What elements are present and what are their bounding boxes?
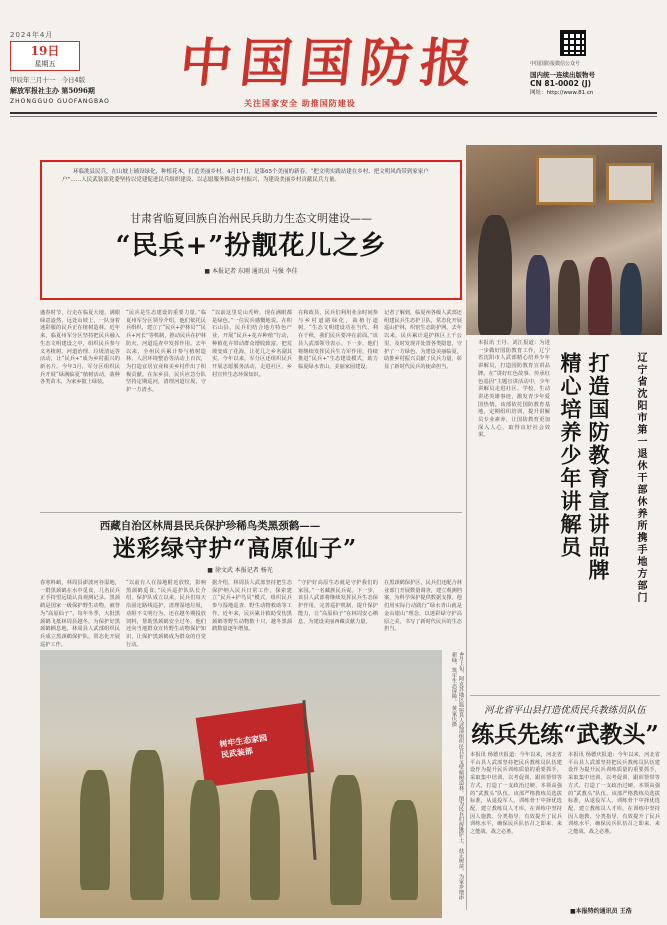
article2-col-1: 春寒料峭，林周县澎波河谷湿地，一群黑颈鹤在水中觅食，几名民兵正手持望远镜认真观测记录。黑颈鹤是国家一级保护野生动物，被誉为“高原仙子”。每年冬季，大批黑颈鹤飞抵林周县越冬。为保护好黑颈鹤栖息地，林周县人武部组织民兵成立黑颈鹤保护队，常态化开展巡护工作。 [40, 580, 120, 648]
sidebar-body: 本报讯 王丹、刘江报道：为进一步做好国防教育工作，辽宁省沈阳市人武部精心培养少年讲解员，打造国防教育宣讲品牌。在“讲好红色故事、传承红色基因”主题宣讲活动中，少年讲解员走进社区、学校，生动讲述英雄事迹，激发青少年爱国热情。该部依托国防教育基地，定期组织培训，提升讲解员专业素养，让国防教育更加深入人心，取得良好社会效果。 [478, 340, 550, 439]
article2-col-2: “以前有人在湿地附近放牧，影响黑颈鹤觅食。”民兵巡护队队长介绍，保护队成立以来，民兵们每天沿固定路线巡护，清理湿地垃圾，劝阻不文明行为，还在越冬期投放饲料，帮助黑颈鹤安全过冬。他们还向当地群众宣传野生动物保护知识，让保护黑颈鹤成为群众的自觉行动。 [126, 580, 206, 648]
article1-lead: 环临洮县民兵，在山坡上铺设绿化，种植花木，打造美丽乡村。4月17日，是第65个美丽的新春。“把文明实践站建在乡村、把文明风尚带到家家户户”……人民武装部党委坚持以党建促进民兵组织建设、以志愿服务推动乡村振兴，为建设美丽乡村贡献民兵力量。 [62, 169, 429, 183]
paper-issue: 解放军报社主办 第5096期 [10, 86, 95, 95]
publication-info [530, 60, 660, 96]
article1-kicker: 甘肃省临夏回族自治州民兵助力生态文明建设—— [130, 212, 372, 225]
article1-col-5: 记者了解到，临夏州各级人武部还组建民兵生态护卫队，常态化开展巡山护林，织密生态防护网。去年以来，民兵累计巡护林区上千公里，及时发现并处置各类隐患，守护了一方绿色，为建设美丽临夏、助推乡村振兴贡献了民兵力量，彰显了新时代民兵的使命担当。 [384, 310, 462, 370]
article2-title[interactable]: 迷彩绿守护“高原仙子” [112, 535, 358, 562]
date-weekday: 星期五 [11, 59, 79, 70]
article1-col-1: 盛春时节，行走在临夏大地，满眼绿意盎然，远处山坡上，一队身着迷彩服的民兵正在植树造林。近年来，临夏州军分区坚持把民兵融入生态文明建设之中，组织民兵参与义务植树、河道治理、垃圾清运等活动，让“民兵+”成为乡村振兴的新名片。今年3月，军分区组织民兵开展“绿满临夏”植树活动，栽种各类苗木，为家乡披上绿装。 [40, 310, 120, 386]
column-divider [466, 340, 467, 910]
date-year-month: 2024年4月 [10, 31, 54, 39]
masthead-logo: 中国国防报 [176, 33, 484, 94]
article2-byline: ■ 徐文武 本报记者 杨光 [207, 567, 273, 574]
date-calendar [10, 41, 80, 71]
sidebar-kicker: 辽宁省沈阳市第一退休干部休养所携手地方部门 [635, 352, 646, 604]
photo-militia-planting [40, 650, 442, 918]
sidebar-title-2[interactable]: 精心培养少年讲解员 [558, 352, 583, 559]
article2-col-3: 据介绍，林周县人武部坚持把生态保护纳入民兵日常工作，探索建立“民兵+护鸟员”模式，组织民兵参与湿地巡查、野生动物救助等工作。近年来，民兵累计救助受伤黑颈鹤等野生动物数十只，越冬黑颈鹤数量逐年增加。 [212, 580, 292, 633]
article2-col-4: “守护好高原生态就是守护我们的家园。”一名藏族民兵说。下一步，该县人武部将继续发挥民兵生态保护作用，完善巡护机制，提升保护能力，让“高原仙子”在林周安心栖息，为建设美丽西藏贡献力量。 [298, 580, 378, 625]
article1-col-4: 在和政县，民兵们利用业余时间参与乡村道路绿化，栽植行道树。“生态文明建设功在当代、利在千秋，我们民兵要冲在前面。”该县人武部领导表示。下一步，他们将继续发挥民兵生力军作用，持续推进“民兵+”生态建设模式，助力临夏绿水青山、美丽家园建设。 [298, 310, 378, 370]
article2-kicker: 西藏自治区林周县民兵保护珍稀鸟类黑颈鹤—— [99, 520, 321, 532]
article3-col-2: 本报讯 杨德庆报道：今年以来，河北省平山县人武部坚持把民兵教练员队伍建设作为提升民兵训练质量的重要抓手，采取集中培训、以考促训、跟训帮带等方式，打造了一支政治过硬、本领高强的“武教头”队伍。该部严格教练员选拔标准，从退役军人、训练骨干中择优选配，建立教练员人才库。在训练中坚持因人施教、分类指导，有效提升了民兵训练水平，确保民兵队伍召之即来、来之能战、战之必胜。 [568, 752, 660, 836]
wechat-account: 中国国防报微信公众号 [530, 61, 581, 67]
article2-col-5: 在黑颈鹤保护区，民兵们还配合林业部门开展数量调查，建立观测档案，为科学保护提供数据支撑。他们用实际行动践行“绿水青山就是金山银山”理念，以迷彩绿守护高原之美，书写了新时代民兵的生态担当。 [384, 580, 462, 633]
article1-byline: ■ 本报记者 东刚 通讯员 马强 李佳 [204, 268, 298, 275]
photo-caption: 4月上旬，阿克苏地区温宿县人武部组织民兵在戈壁植树造林。图为民兵们挥锹铲土、扶正树苗，为家乡增添新绿，筑牢生态屏障。 黄家庆摄 [451, 652, 464, 900]
flag-text-1: 树牢生态家园 [218, 733, 268, 749]
cn-number: CN 81-0002 (J) [530, 79, 592, 88]
article3-top-rule [470, 695, 660, 696]
article3-byline: ■本报特约通讯员 王浩 [570, 908, 632, 915]
paper-pinyin: ZHONGGUO GUOFANGBAO [10, 98, 110, 105]
masthead-rule-thin [10, 116, 657, 117]
flag-text-2: 民武装部 [220, 746, 254, 760]
article3-title[interactable]: 练兵先练“武教头” [471, 721, 659, 748]
masthead-rule [10, 112, 657, 114]
date-day: 19日 [11, 42, 79, 59]
section-divider [40, 512, 462, 513]
article3-col-1: 本报讯 杨德庆报道：今年以来，河北省平山县人武部坚持把民兵教练员队伍建设作为提升民兵训练质量的重要抓手，采取集中培训、以考促训、跟训帮带等方式，打造了一支政治过硬、本领高强的“武教头”队伍。该部严格教练员选拔标准，从退役军人、训练骨干中择优选配，建立教练员人才库。在训练中坚持因人施教、分类指导，有效提升了民兵训练水平，确保民兵队伍召之即来、来之能战、战之必胜。 [470, 752, 562, 836]
article1-title[interactable]: “民兵+”扮靓花儿之乡 [115, 231, 387, 261]
article1-col-2: “民兵是生态建设的重要力量。”临夏州军分区领导介绍，他们依托民兵组织，建立了“民兵+护林员”“民兵+河长”等机制，推动民兵在护林防火、河道巡查中发挥作用。去年以来，全州民兵累计参与植树造林、人居环境整治等活动上百次，为打造宜居宜业和美乡村作出了积极贡献。在东乡县，民兵应急分队坚持定期巡河，清理河道垃圾，守护一方清水。 [126, 310, 206, 394]
qr-code-icon [560, 30, 586, 56]
sidebar-title-1[interactable]: 打造国防教育宣讲品牌 [586, 352, 611, 582]
flag-pole [302, 700, 316, 860]
article3-kicker: 河北省平山县打造优质民兵教练员队伍 [484, 705, 646, 716]
website[interactable]: 网址：http://www.81.cn [530, 90, 594, 96]
masthead-slogan: 关注国家安全 助推国防建设 [244, 99, 356, 108]
lunar-date: 甲辰年三月十一 [10, 76, 56, 84]
issn-label: 国内统一连续出版物号 [530, 71, 595, 79]
edition-count: 今日4版 [61, 76, 86, 84]
photo-exhibition-hall [466, 145, 662, 335]
article1-col-3: “以前这里荒山秃岭，现在满眼都是绿色。”一位民兵感慨地说。在积石山县，民兵们结合地方特色产业，开展“民兵+花卉种植”行动，种植花卉带动群众增收致富，把荒坡变成了花海，让花儿之乡名副其实。今年以来，军分区还组织民兵开展志愿服务活动，走进社区、乡村宣传生态环保知识。 [212, 310, 292, 378]
photo-flag [196, 703, 315, 788]
lunar-edition [10, 75, 120, 84]
date-block [10, 30, 120, 105]
